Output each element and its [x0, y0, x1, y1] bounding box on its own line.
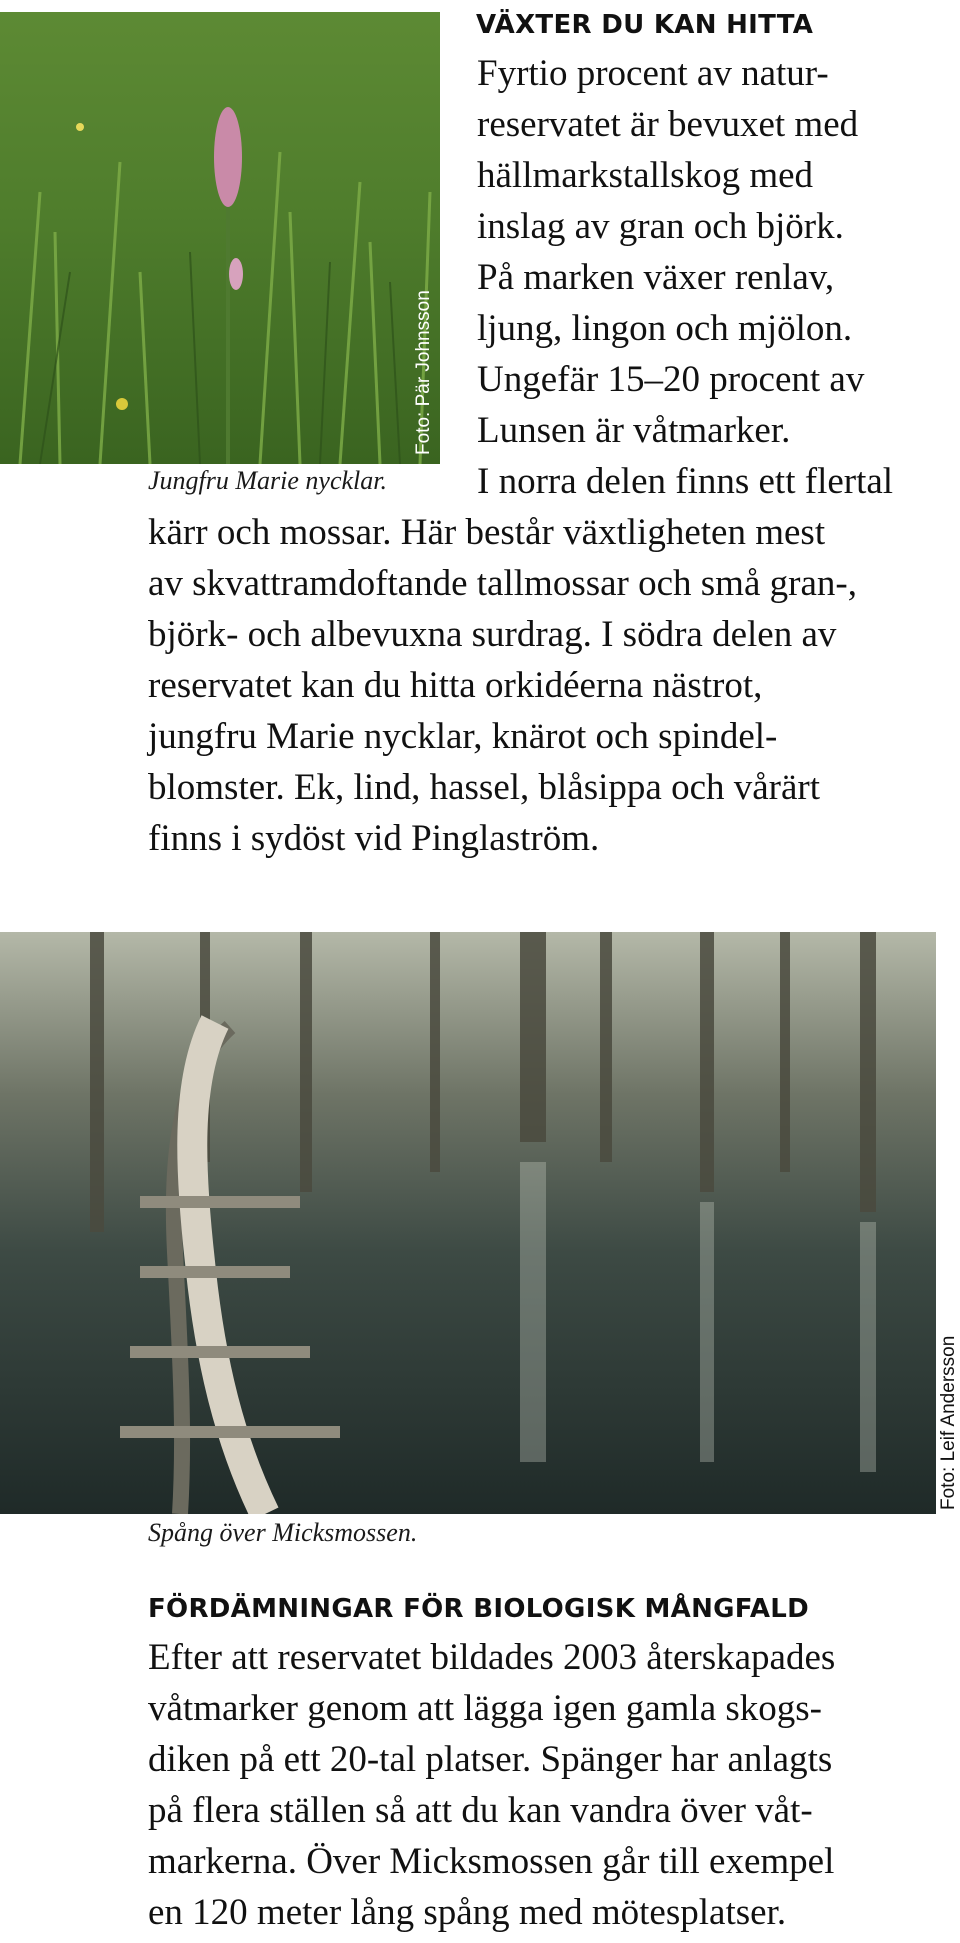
text-line: på flera ställen så att du kan vandra över våt-	[148, 1790, 813, 1831]
orchid-meadow-photo	[0, 12, 440, 464]
text-line: jungfru Marie nycklar, knärot och spindel-	[148, 716, 778, 757]
section-heading: FÖRDÄMNINGAR FÖR BIOLOGISK MÅNGFALD	[148, 1594, 810, 1624]
text-line: Ungefär 15–20 procent av	[477, 359, 865, 400]
text-line: finns i sydöst vid Pinglaström.	[148, 818, 600, 859]
text-line: diken på ett 20-tal platser. Spänger har anlagts	[148, 1739, 833, 1780]
text-line: våtmarker genom att lägga igen gamla skogs-	[148, 1688, 823, 1729]
text-line: Efter att reservatet bildades 2003 återskapades	[148, 1637, 836, 1678]
text-line: av skvattramdoftande tallmossar och små gran-,	[148, 563, 857, 604]
text-line: kärr och mossar. Här består växtligheten mest	[148, 512, 826, 553]
boardwalk-swamp-photo	[0, 932, 936, 1514]
text-line: På marken växer renlav,	[477, 257, 835, 298]
text-line: Fyrtio procent av natur-	[477, 53, 829, 94]
photo-caption: Spång över Micksmossen.	[148, 1518, 418, 1547]
text-line: markerna. Över Micksmossen går till exempel	[148, 1841, 835, 1882]
text-line: hällmarkstallskog med	[477, 155, 814, 196]
text-line: björk- och albevuxna surdrag. I södra delen av	[148, 614, 837, 655]
text-line: ljung, lingon och mjölon.	[477, 308, 853, 349]
text-line: blomster. Ek, lind, hassel, blåsippa och vårärt	[148, 767, 821, 808]
text-line: I norra delen finns ett flertal	[477, 461, 894, 502]
text-line: reservatet är bevuxet med	[477, 104, 859, 145]
text-line: reservatet kan du hitta orkidéerna nästrot,	[148, 665, 763, 706]
text-line: inslag av gran och björk.	[477, 206, 844, 247]
text-line: en 120 meter lång spång med mötesplatser.	[148, 1892, 787, 1933]
photo-credit: Foto: Leif Andersson	[938, 1335, 959, 1510]
photo-caption: Jungfru Marie nycklar.	[148, 466, 388, 495]
text-line: Lunsen är våtmarker.	[477, 410, 791, 451]
section-heading: VÄXTER DU KAN HITTA	[476, 10, 814, 40]
photo-credit: Foto: Pär Johnsson	[413, 290, 434, 455]
